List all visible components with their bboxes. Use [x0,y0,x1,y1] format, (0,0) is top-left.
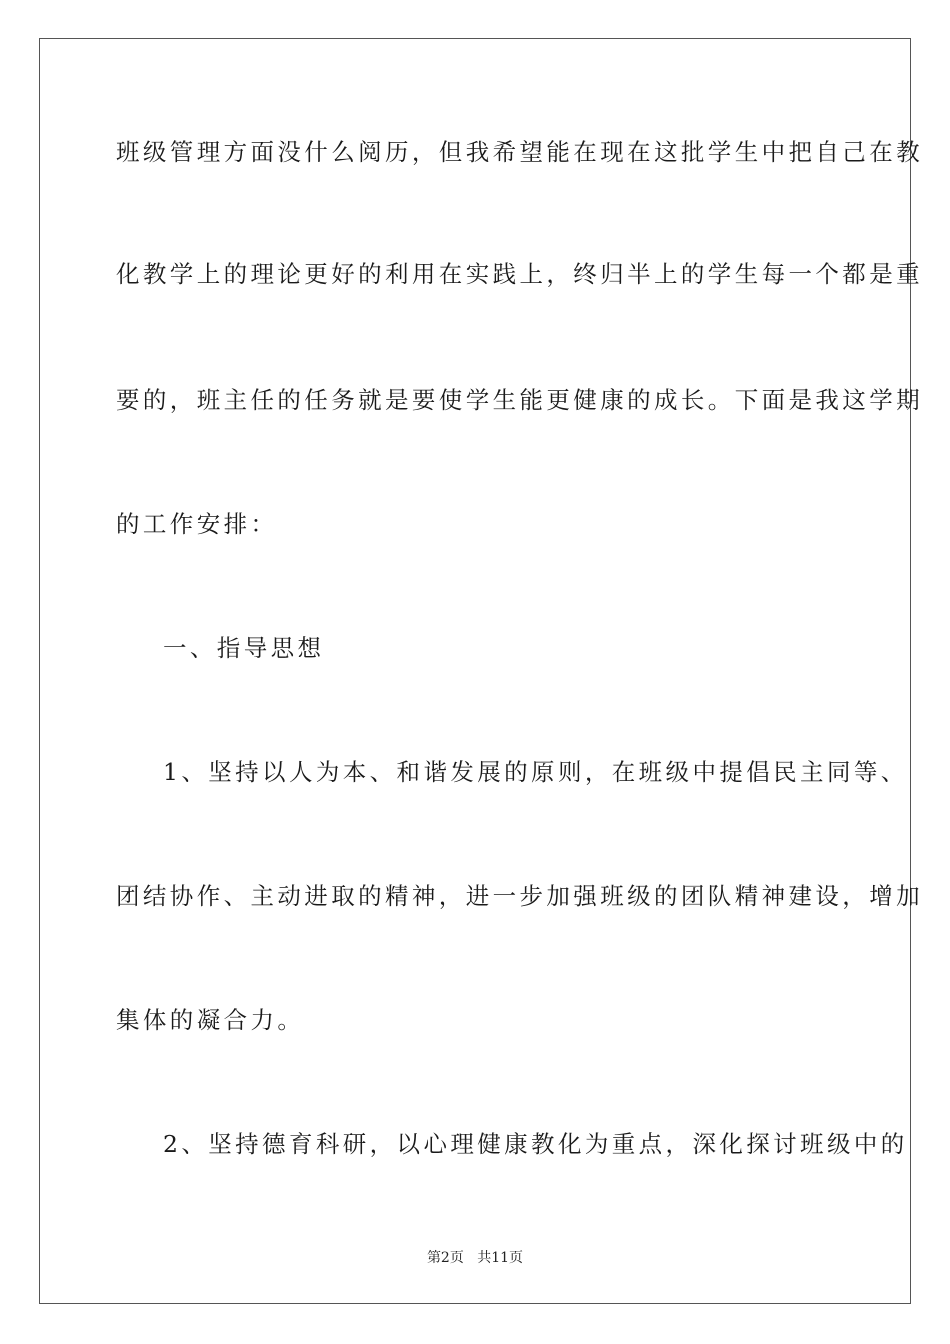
page-border [39,38,923,1304]
body-text-line-6: 1、坚持以人为本、和谐发展的原则，在班级中提倡民主同等、 [163,758,908,786]
body-text-line-7: 团结协作、主动进取的精神，进一步加强班级的团队精神建设，增加 [116,882,923,910]
page-number: 第2页 [426,1250,464,1266]
body-text-line-3: 要的，班主任的任务就是要使学生能更健康的成长。下面是我这学期 [116,386,923,414]
body-text-line-8: 集体的凝合力。 [116,1006,305,1034]
page-footer [0,1248,950,1268]
body-text-line-9: 2、坚持德育科研，以心理健康教化为重点，深化探讨班级中的 [163,1130,908,1158]
body-text-line-2: 化教学上的理论更好的利用在实践上，终归半上的学生每一个都是重 [116,260,923,288]
body-text-line-1: 班级管理方面没什么阅历，但我希望能在现在这批学生中把自己在教 [116,138,923,166]
page-total: 共11页 [477,1250,524,1266]
body-text-line-4: 的工作安排： [116,510,278,538]
section-heading: 一、指导思想 [163,634,325,662]
